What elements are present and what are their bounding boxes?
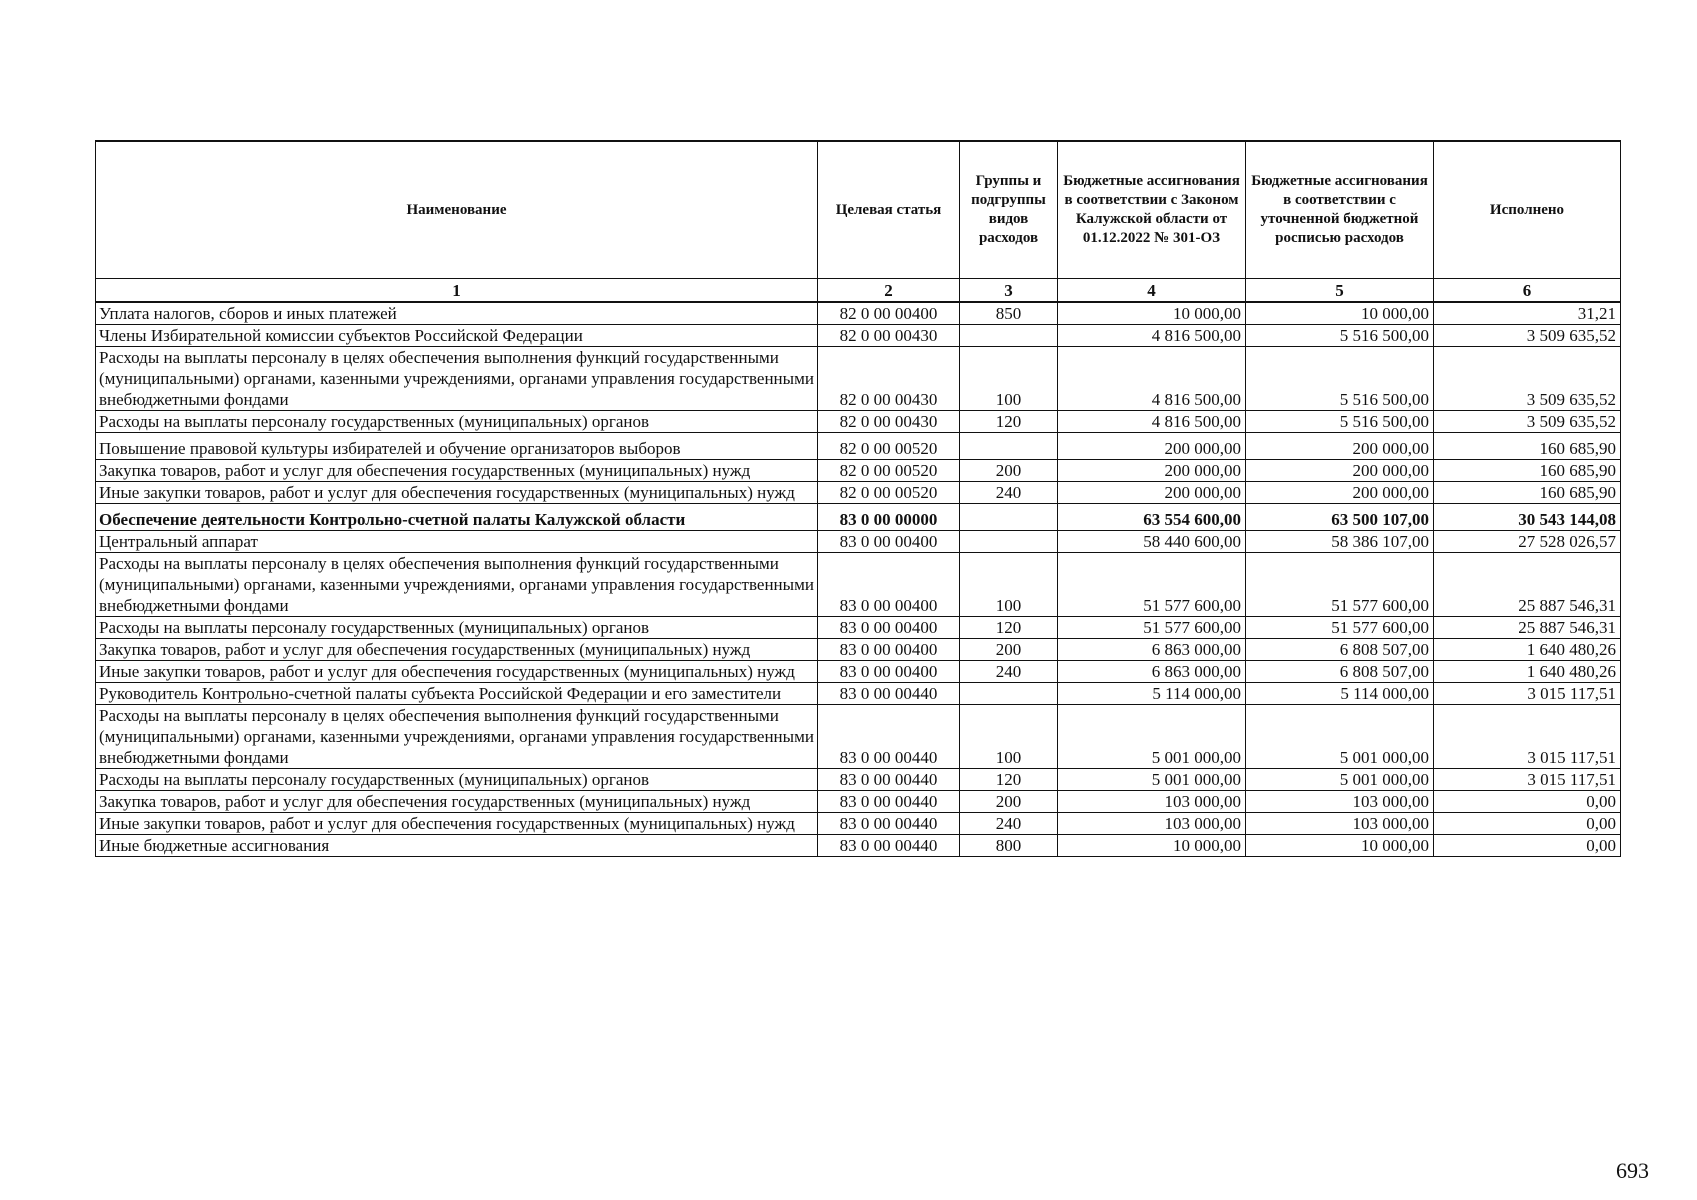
page-number: 693 xyxy=(1616,1158,1649,1183)
row-refined-amount-cell: 58 386 107,00 xyxy=(1246,531,1434,553)
column-number: 5 xyxy=(1246,279,1434,303)
table-body xyxy=(96,302,1621,857)
table-row xyxy=(96,302,1621,325)
row-executed-amount-cell: 31,21 xyxy=(1434,302,1621,325)
row-name-cell: Иные закупки товаров, работ и услуг для обеспечения государственных (муниципальных) нужд xyxy=(96,813,818,835)
header-law-allocations: Бюджетные ассигнования в соответствии с Законом Калужской области от 01.12.2022 № 301-ОЗ xyxy=(1058,141,1246,279)
table-row xyxy=(96,683,1621,705)
row-executed-amount-cell: 0,00 xyxy=(1434,835,1621,857)
row-executed-amount-cell: 3 015 117,51 xyxy=(1434,705,1621,769)
row-law-amount-cell: 51 577 600,00 xyxy=(1058,617,1246,639)
row-expense-group-cell xyxy=(960,433,1058,460)
table-row xyxy=(96,617,1621,639)
row-target-article-cell: 83 0 00 00440 xyxy=(818,769,960,791)
table-row xyxy=(96,639,1621,661)
row-expense-group-cell: 200 xyxy=(960,460,1058,482)
row-target-article-cell: 83 0 00 00400 xyxy=(818,531,960,553)
budget-table-container xyxy=(95,140,1620,857)
table-row xyxy=(96,813,1621,835)
row-target-article-cell: 83 0 00 00000 xyxy=(818,504,960,531)
row-executed-amount-cell: 1 640 480,26 xyxy=(1434,661,1621,683)
row-expense-group-cell: 850 xyxy=(960,302,1058,325)
row-expense-group-cell: 100 xyxy=(960,347,1058,411)
row-law-amount-cell: 5 114 000,00 xyxy=(1058,683,1246,705)
table-row xyxy=(96,661,1621,683)
row-law-amount-cell: 10 000,00 xyxy=(1058,302,1246,325)
row-executed-amount-cell: 3 015 117,51 xyxy=(1434,769,1621,791)
row-refined-amount-cell: 5 516 500,00 xyxy=(1246,325,1434,347)
table-row xyxy=(96,835,1621,857)
header-name: Наименование xyxy=(96,141,818,279)
row-target-article-cell: 83 0 00 00440 xyxy=(818,835,960,857)
table-row xyxy=(96,460,1621,482)
row-law-amount-cell: 200 000,00 xyxy=(1058,433,1246,460)
row-target-article-cell: 83 0 00 00400 xyxy=(818,639,960,661)
row-law-amount-cell: 10 000,00 xyxy=(1058,835,1246,857)
column-number: 3 xyxy=(960,279,1058,303)
row-law-amount-cell: 58 440 600,00 xyxy=(1058,531,1246,553)
row-executed-amount-cell: 3 509 635,52 xyxy=(1434,347,1621,411)
row-target-article-cell: 82 0 00 00520 xyxy=(818,433,960,460)
table-row xyxy=(96,553,1621,617)
row-executed-amount-cell: 160 685,90 xyxy=(1434,433,1621,460)
row-expense-group-cell: 200 xyxy=(960,639,1058,661)
row-refined-amount-cell: 200 000,00 xyxy=(1246,433,1434,460)
row-expense-group-cell: 800 xyxy=(960,835,1058,857)
row-executed-amount-cell: 25 887 546,31 xyxy=(1434,553,1621,617)
row-refined-amount-cell: 103 000,00 xyxy=(1246,813,1434,835)
row-law-amount-cell: 103 000,00 xyxy=(1058,813,1246,835)
row-name-cell: Закупка товаров, работ и услуг для обеспечения государственных (муниципальных) нужд xyxy=(96,460,818,482)
row-refined-amount-cell: 63 500 107,00 xyxy=(1246,504,1434,531)
row-name-cell: Обеспечение деятельности Контрольно-счетной палаты Калужской области xyxy=(96,504,818,531)
row-refined-amount-cell: 51 577 600,00 xyxy=(1246,617,1434,639)
column-number: 1 xyxy=(96,279,818,303)
row-name-cell: Закупка товаров, работ и услуг для обеспечения государственных (муниципальных) нужд xyxy=(96,639,818,661)
row-refined-amount-cell: 5 516 500,00 xyxy=(1246,411,1434,433)
row-name-cell: Расходы на выплаты персоналу государственных (муниципальных) органов xyxy=(96,411,818,433)
row-name-cell: Повышение правовой культуры избирателей и обучение организаторов выборов xyxy=(96,433,818,460)
row-name-cell: Центральный аппарат xyxy=(96,531,818,553)
row-executed-amount-cell: 1 640 480,26 xyxy=(1434,639,1621,661)
row-expense-group-cell: 120 xyxy=(960,769,1058,791)
row-target-article-cell: 83 0 00 00440 xyxy=(818,683,960,705)
row-target-article-cell: 82 0 00 00430 xyxy=(818,411,960,433)
row-target-article-cell: 83 0 00 00440 xyxy=(818,791,960,813)
row-expense-group-cell: 200 xyxy=(960,791,1058,813)
header-expense-groups: Группы и подгруппы видов расходов xyxy=(960,141,1058,279)
row-expense-group-cell xyxy=(960,504,1058,531)
table-row xyxy=(96,347,1621,411)
row-expense-group-cell: 240 xyxy=(960,813,1058,835)
row-law-amount-cell: 5 001 000,00 xyxy=(1058,705,1246,769)
row-name-cell: Иные закупки товаров, работ и услуг для обеспечения государственных (муниципальных) нужд xyxy=(96,661,818,683)
table-row xyxy=(96,482,1621,504)
row-name-cell: Члены Избирательной комиссии субъектов Российской Федерации xyxy=(96,325,818,347)
row-refined-amount-cell: 10 000,00 xyxy=(1246,835,1434,857)
row-expense-group-cell: 240 xyxy=(960,482,1058,504)
header-target-article: Целевая статья xyxy=(818,141,960,279)
row-refined-amount-cell: 51 577 600,00 xyxy=(1246,553,1434,617)
row-expense-group-cell xyxy=(960,325,1058,347)
table-row xyxy=(96,325,1621,347)
row-law-amount-cell: 4 816 500,00 xyxy=(1058,347,1246,411)
column-number: 4 xyxy=(1058,279,1246,303)
row-refined-amount-cell: 5 001 000,00 xyxy=(1246,769,1434,791)
row-target-article-cell: 82 0 00 00520 xyxy=(818,460,960,482)
row-target-article-cell: 83 0 00 00400 xyxy=(818,617,960,639)
column-number: 6 xyxy=(1434,279,1621,303)
row-target-article-cell: 82 0 00 00520 xyxy=(818,482,960,504)
row-expense-group-cell: 120 xyxy=(960,411,1058,433)
row-refined-amount-cell: 103 000,00 xyxy=(1246,791,1434,813)
row-refined-amount-cell: 5 114 000,00 xyxy=(1246,683,1434,705)
row-executed-amount-cell: 3 509 635,52 xyxy=(1434,325,1621,347)
table-row xyxy=(96,411,1621,433)
row-name-cell: Расходы на выплаты персоналу в целях обеспечения выполнения функций государственными (муниципальными) органами, казенными учреждениями, органами управления государственными внебюджетными фондами xyxy=(96,553,818,617)
row-target-article-cell: 83 0 00 00440 xyxy=(818,813,960,835)
row-law-amount-cell: 200 000,00 xyxy=(1058,460,1246,482)
budget-table xyxy=(95,140,1621,857)
table-row xyxy=(96,504,1621,531)
table-row xyxy=(96,705,1621,769)
row-executed-amount-cell: 27 528 026,57 xyxy=(1434,531,1621,553)
row-executed-amount-cell: 0,00 xyxy=(1434,813,1621,835)
row-expense-group-cell: 240 xyxy=(960,661,1058,683)
row-executed-amount-cell: 160 685,90 xyxy=(1434,482,1621,504)
row-law-amount-cell: 103 000,00 xyxy=(1058,791,1246,813)
header-row xyxy=(96,141,1621,279)
row-name-cell: Иные закупки товаров, работ и услуг для обеспечения государственных (муниципальных) нужд xyxy=(96,482,818,504)
table-row xyxy=(96,791,1621,813)
table-row xyxy=(96,531,1621,553)
row-target-article-cell: 82 0 00 00400 xyxy=(818,302,960,325)
row-law-amount-cell: 51 577 600,00 xyxy=(1058,553,1246,617)
row-law-amount-cell: 63 554 600,00 xyxy=(1058,504,1246,531)
row-refined-amount-cell: 5 001 000,00 xyxy=(1246,705,1434,769)
row-law-amount-cell: 6 863 000,00 xyxy=(1058,639,1246,661)
column-number: 2 xyxy=(818,279,960,303)
row-executed-amount-cell: 3 015 117,51 xyxy=(1434,683,1621,705)
row-executed-amount-cell: 30 543 144,08 xyxy=(1434,504,1621,531)
row-name-cell: Расходы на выплаты персоналу государственных (муниципальных) органов xyxy=(96,617,818,639)
row-name-cell: Уплата налогов, сборов и иных платежей xyxy=(96,302,818,325)
row-target-article-cell: 82 0 00 00430 xyxy=(818,347,960,411)
row-executed-amount-cell: 0,00 xyxy=(1434,791,1621,813)
row-law-amount-cell: 6 863 000,00 xyxy=(1058,661,1246,683)
row-expense-group-cell: 120 xyxy=(960,617,1058,639)
row-executed-amount-cell: 3 509 635,52 xyxy=(1434,411,1621,433)
row-target-article-cell: 83 0 00 00400 xyxy=(818,661,960,683)
table-row xyxy=(96,769,1621,791)
table-row xyxy=(96,433,1621,460)
row-expense-group-cell xyxy=(960,683,1058,705)
row-refined-amount-cell: 6 808 507,00 xyxy=(1246,639,1434,661)
row-expense-group-cell xyxy=(960,531,1058,553)
row-law-amount-cell: 200 000,00 xyxy=(1058,482,1246,504)
row-name-cell: Расходы на выплаты персоналу государственных (муниципальных) органов xyxy=(96,769,818,791)
row-name-cell: Руководитель Контрольно-счетной палаты субъекта Российской Федерации и его заместители xyxy=(96,683,818,705)
row-refined-amount-cell: 10 000,00 xyxy=(1246,302,1434,325)
row-refined-amount-cell: 5 516 500,00 xyxy=(1246,347,1434,411)
header-executed: Исполнено xyxy=(1434,141,1621,279)
row-name-cell: Иные бюджетные ассигнования xyxy=(96,835,818,857)
row-law-amount-cell: 4 816 500,00 xyxy=(1058,411,1246,433)
row-executed-amount-cell: 25 887 546,31 xyxy=(1434,617,1621,639)
row-name-cell: Закупка товаров, работ и услуг для обеспечения государственных (муниципальных) нужд xyxy=(96,791,818,813)
row-refined-amount-cell: 200 000,00 xyxy=(1246,460,1434,482)
row-law-amount-cell: 4 816 500,00 xyxy=(1058,325,1246,347)
row-target-article-cell: 83 0 00 00400 xyxy=(818,553,960,617)
row-executed-amount-cell: 160 685,90 xyxy=(1434,460,1621,482)
row-target-article-cell: 83 0 00 00440 xyxy=(818,705,960,769)
row-refined-amount-cell: 200 000,00 xyxy=(1246,482,1434,504)
row-name-cell: Расходы на выплаты персоналу в целях обеспечения выполнения функций государственными (муниципальными) органами, казенными учреждениями, органами управления государственными внебюджетными фондами xyxy=(96,705,818,769)
row-target-article-cell: 82 0 00 00430 xyxy=(818,325,960,347)
row-expense-group-cell: 100 xyxy=(960,553,1058,617)
row-law-amount-cell: 5 001 000,00 xyxy=(1058,769,1246,791)
row-expense-group-cell: 100 xyxy=(960,705,1058,769)
row-name-cell: Расходы на выплаты персоналу в целях обеспечения выполнения функций государственными (муниципальными) органами, казенными учреждениями, органами управления государственными внебюджетными фондами xyxy=(96,347,818,411)
row-refined-amount-cell: 6 808 507,00 xyxy=(1246,661,1434,683)
header-refined-allocations: Бюджетные ассигнования в соответствии с уточненной бюджетной росписью расходов xyxy=(1246,141,1434,279)
column-number-row xyxy=(96,279,1621,303)
